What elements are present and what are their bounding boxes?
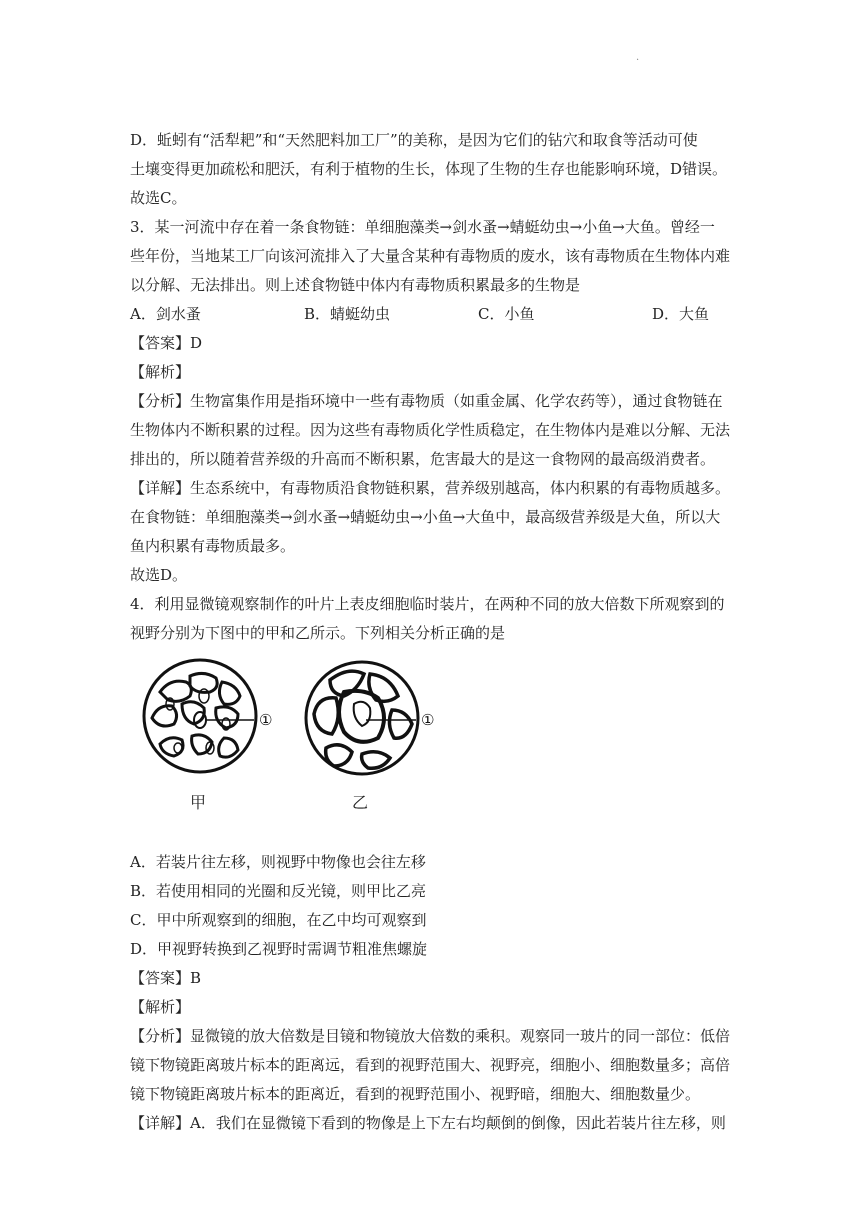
q4-analysis-line: 镜下物镜距离玻片标本的距离远，看到的视野范围大、视野亮，细胞小、细胞数量多；高倍 — [130, 1056, 731, 1074]
q3-analysis-line: 排出的，所以随着营养级的升高而不断积累，危害最大的是这一食物网的最高级消费者。 — [130, 450, 716, 468]
q3-options — [130, 300, 736, 329]
q4-option-d: D．甲视野转换到乙视野时需调节粗准焦螺旋 — [130, 940, 428, 958]
q3-option-c: C．小鱼 — [478, 305, 535, 323]
view-jia — [144, 660, 256, 772]
figure-label-jia: 甲 — [190, 793, 207, 812]
q3-stem-line: 些年份，当地某工厂向该河流排入了大量含某种有毒物质的废水，该有毒物质在生物体内难 — [130, 247, 731, 265]
document-body — [130, 126, 736, 1138]
q3-detail-line: 在食物链：单细胞藻类→剑水蚤→蜻蜓幼虫→小鱼→大鱼中，最高级营养级是大鱼，所以大 — [130, 508, 721, 526]
q4-stem-line: 4．利用显微镜观察制作的叶片上表皮细胞临时装片，在两种不同的放大倍数下所观察到的 — [130, 595, 725, 613]
q4-jiexi-heading: 【解析】 — [130, 998, 191, 1016]
view-yi — [306, 662, 418, 774]
d-option-line: D．蚯蚓有“活犁耙”和“天然肥料加工厂”的美称，是因为它们的钻穴和取食等活动可使 — [130, 131, 698, 149]
q4-option-b: B．若使用相同的光圈和反光镜，则甲比乙亮 — [130, 882, 427, 900]
q4-answer: 【答案】B — [130, 969, 202, 987]
d-option-line: 土壤变得更加疏松和肥沃，有利于植物的生长，体现了生物的生存也能影响环境，D错误。 — [130, 160, 728, 178]
q3-detail-line: 【详解】生态系统中，有毒物质沿食物链积累，营养级别越高，体内积累的有毒物质越多。 — [130, 479, 731, 497]
figure-label-yi: 乙 — [352, 793, 369, 812]
jia-marker: ① — [259, 711, 273, 729]
q3-stem-line: 以分解、无法排出。则上述食物链中体内有毒物质积累最多的生物是 — [130, 276, 581, 294]
q3-analysis-line: 生物体内不断积累的过程。因为这些有毒物质化学性质稳定，在生物体内是难以分解、无法 — [130, 421, 731, 439]
q3-option-b: B．蜻蜓幼虫 — [304, 305, 391, 323]
q3-jiexi-heading: 【解析】 — [130, 363, 191, 381]
microscope-views-drawing — [130, 652, 470, 826]
q3-option-a: A．剑水蚤 — [130, 305, 201, 323]
q4-option-a: A．若装片往左移，则视野中物像也会往左移 — [130, 853, 426, 871]
q2-choice: 故选C。 — [130, 189, 187, 207]
microscope-figure — [130, 652, 736, 826]
q3-analysis-line: 【分析】生物富集作用是指环境中一些有毒物质（如重金属、化学农药等），通过食物链在 — [130, 392, 723, 410]
q4-analysis-line: 【分析】显微镜的放大倍数是目镜和物镜放大倍数的乘积。观察同一玻片的同一部位：低倍 — [130, 1027, 731, 1045]
q3-option-d: D．大鱼 — [652, 305, 710, 323]
q3-answer: 【答案】D — [130, 334, 203, 352]
q4-option-c: C．甲中所观察到的细胞，在乙中均可观察到 — [130, 911, 427, 929]
q4-analysis-line: 镜下物镜距离玻片标本的距离近，看到的视野范围小、视野暗，细胞大、细胞数量少。 — [130, 1085, 701, 1103]
q3-detail-line: 鱼内积累有毒物质最多。 — [130, 537, 296, 555]
q4-stem-line: 视野分别为下图中的甲和乙所示。下列相关分析正确的是 — [130, 624, 506, 642]
q3-stem-line: 3．某一河流中存在着一条食物链：单细胞藻类→剑水蚤→蜻蜓幼虫→小鱼→大鱼。曾经一 — [130, 218, 715, 236]
header-mark: . — [636, 52, 640, 63]
q4-detail-line: 【详解】A．我们在显微镜下看到的物像是上下左右均颠倒的倒像，因此若装片往左移，则 — [130, 1114, 726, 1132]
yi-marker: ① — [421, 711, 435, 729]
q3-choice: 故选D。 — [130, 566, 188, 584]
